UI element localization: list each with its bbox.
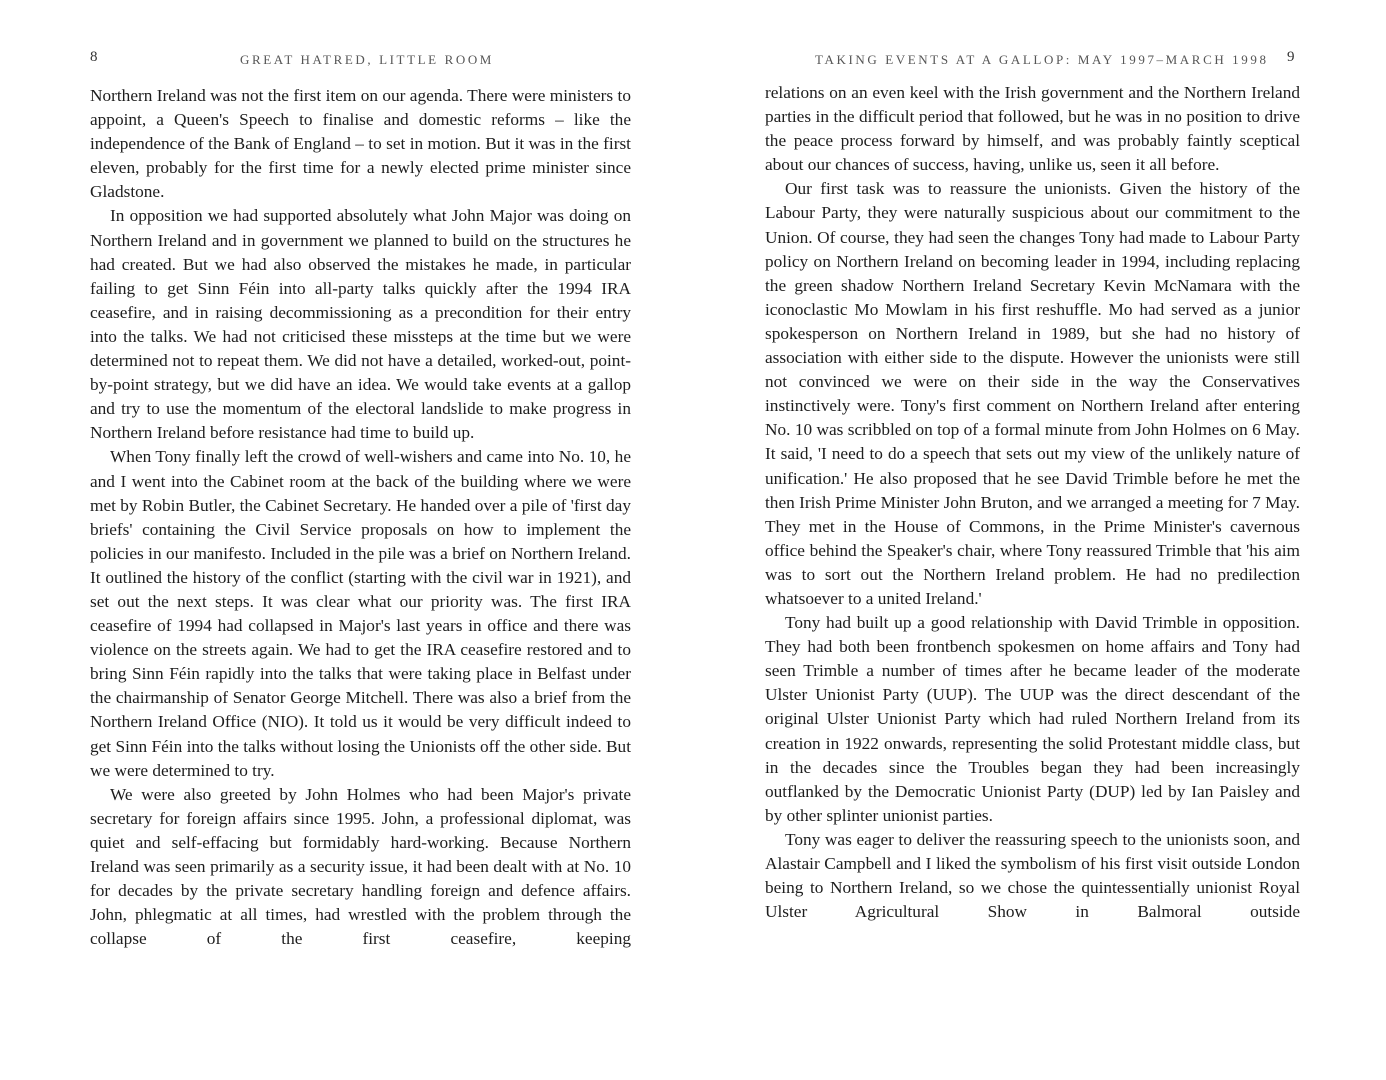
paragraph: In opposition we had supported absolutely what John Major was doing on Northern Ireland and in government we planned to build on the structures he had created. But we had also observed the mistakes he made, in particular failing to get Sinn Féin into all-party talks quickly after the 1994 IRA ceasefire, and in raising decommissioning as a precondition for their entry into the talks. We had not criticised these missteps at the time but we were determined not to repeat them. We did not have a detailed, worked-out, point-by-point strategy, but we did have an idea. We would take events at a gallop and try to use the momentum of the electoral landslide to make progress in Northern Ireland before resistance had time to build up. bbox=[90, 206, 631, 443]
paragraph: We were also greeted by John Holmes who had been Major's private secretary for foreign affairs since 1995. John, a professional diplomat, was quiet and self-effacing but formidably hard-working. Because Northern Ireland was seen primarily as a security issue, it had been dealt with at No. 10 for decades by the private secretary handling foreign and defence affairs. John, phlegmatic at all times, had wrestled with the problem through the collapse of the first ceasefire, keeping bbox=[90, 784, 631, 949]
paragraph: Our first task was to reassure the unionists. Given the history of the Labour Party, they were naturally suspicious about our commitment to the Union. Of course, they had seen the changes Tony had made to Labour Party policy on Northern Ireland on becoming leader in 1994, including replacing the green shadow Northern Ireland Secretary Kevin McNamara with the iconoclastic Mo Mowlam in his first reshuffle. Mo had served as a junior spokesperson on Northern Ireland in 1989, but she had no history of association with either side to the dispute. However the unionists were still not convinced we were on their side in the way the Conservatives instinctively were. Tony's first comment on Northern Ireland after entering No. 10 was scribbled on top of a formal minute from John Holmes on 6 May. It said, 'I need to do a speech that sets out my view of the unlikely nature of unification.' He also proposed that he see David Trimble before he met the then Irish Prime Minister John Bruton, and we arranged a meeting for 7 May. They met in the House of Commons, in the Prime Minister's cavernous office behind the Speaker's chair, where Tony reassured Trimble that 'his aim was to sort out the Northern Ireland problem. He had no predilection whatsoever to a united Ireland.' bbox=[765, 179, 1300, 608]
paragraph: Tony had built up a good relationship with David Trimble in opposition. They had both been frontbench spokesmen on home affairs and Tony had seen Trimble a number of times after he became leader of the moderate Ulster Unionist Party (UUP). The UUP was the direct descendant of the original Ulster Unionist Party which had ruled Northern Ireland from its creation in 1922 onwards, representing the solid Protestant middle class, but in the decades since the Troubles began they had been increasingly outflanked by the Democratic Unionist Party (DUP) led by Ian Paisley and by other splinter unionist parties. bbox=[765, 613, 1300, 825]
paragraph: When Tony finally left the crowd of well-wishers and came into No. 10, he and I went into the Cabinet room at the back of the building where we were met by Robin Butler, the Cabinet Secretary. He handed over a pile of 'first day briefs' containing the Civil Service proposals on how to implement the policies in our manifesto. Included in the pile was a brief on Northern Ireland. It outlined the history of the conflict (starting with the civil war in 1921), and set out the next steps. It was clear what our priority was. The first IRA ceasefire of 1994 had collapsed in Major's last years in office and there was violence on the streets again. We had to get the IRA ceasefire restored and to bring Sinn Féin rapidly into the talks that were taking place in Belfast under the chairmanship of Senator George Mitchell. There was also a brief from the Northern Ireland Office (NIO). It told us it would be very difficult indeed to get Sinn Féin into the talks without losing the Unionists off the other side. But we were determined to try. bbox=[90, 447, 631, 780]
page-number: 8 bbox=[90, 49, 98, 65]
paragraph: Tony was eager to deliver the reassuring speech to the unionists soon, and Alastair Campbell and I liked the symbolism of his first visit outside London being to Northern Ireland, so we chose the quintessentially unionist Royal Ulster Agricultural Show in Balmoral outside bbox=[765, 829, 1300, 922]
right-page bbox=[693, 0, 1386, 1080]
paragraph: relations on an even keel with the Irish government and the Northern Ireland parties in the difficult period that followed, but he was in no position to drive the peace process forward by himself, and was probably faintly sceptical about our chances of success, having, unlike us, seen it all before. bbox=[765, 83, 1300, 175]
running-head: TAKING EVENTS AT A GALLOP: MAY 1997–MARCH 1998 bbox=[815, 52, 1269, 67]
body-text bbox=[90, 84, 631, 951]
body-text bbox=[765, 81, 1300, 924]
paragraph: Northern Ireland was not the first item on our agenda. There were ministers to appoint, a Queen's Speech to finalise and domestic reforms – like the independence of the Bank of England – to set in motion. But it was in the first eleven, probably for the first time for a newly elected prime minister since Gladstone. bbox=[90, 86, 631, 202]
running-head: GREAT HATRED, LITTLE ROOM bbox=[240, 52, 494, 67]
page-number: 9 bbox=[1287, 49, 1295, 65]
